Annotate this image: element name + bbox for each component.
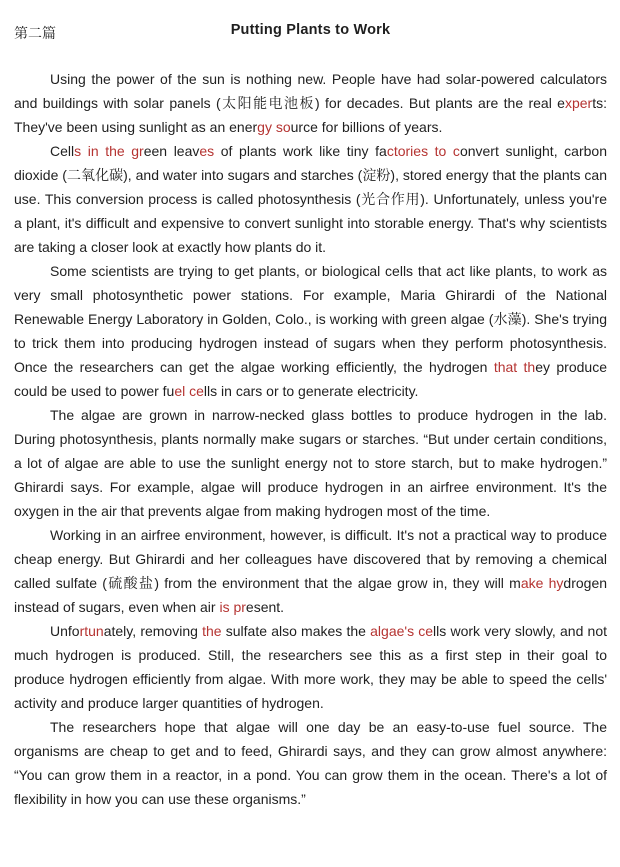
text-segment: Some scientists are trying to get plants, or biological cells that act like plants, to work as very small photosynthetic power stations. For example, Maria Ghirardi of the National Renewable Energy Laboratory in Golden, Colo., is working with green algae (水藻). She's trying to trick them into producing hydrogen instead of sugars when they perform photosynthesis. Once the researchers can get the algae working efficiently, the hydrogen <box>14 263 607 375</box>
text-segment: onvert sunlight, carbon dioxide (二氧化碳), and water into sugars and starches (淀粉), stored energy that the plants can use. This conversion process is called photosynthesis (光合作用). Unfortunately, unless you're a plant, it's difficult and expensive to convert sunlight into storable energy. That's why scientists are taking a closer look at exactly how plants do it. <box>14 143 607 255</box>
text-segment: sulfate also makes the <box>221 623 371 639</box>
text-segment: es <box>199 143 215 159</box>
text-segment: s in the gr <box>74 143 144 159</box>
text-segment: ts: They've been using sunlight as an ener <box>14 95 607 135</box>
text-segment: xper <box>564 95 593 111</box>
text-segment: urce for billions of years. <box>290 119 443 135</box>
text-segment: is pr <box>219 599 246 615</box>
text-segment: lls in cars or to generate electricity. <box>203 383 419 399</box>
paragraph <box>14 715 607 811</box>
text-segment: Using the power of the sun is nothing new. People have had solar-powered calculators and buildings with solar panels (太阳能电池板) for decades. But plants are the real e <box>14 71 607 111</box>
text-segment: Unfo <box>50 623 80 639</box>
text-segment: lls work very slowly, and not much hydrogen is produced. Still, the researchers see this as a first step in their goal to produce hydrogen efficiently from algae. With more work, they may be able to speed the cells' activity and produce larger quantities of hydrogen. <box>14 623 608 711</box>
paragraph <box>14 259 607 403</box>
paragraph <box>14 139 607 259</box>
text-segment: ake hy <box>520 575 564 591</box>
text-segment: Working in an airfree environment, however, is difficult. It's not a practical way to produce cheap energy. But Ghirardi and her colleagues have discovered that by removing a chemical called sulfate (硫酸盐) from the environment that the algae grow in, they will m <box>14 527 607 591</box>
text-segment: drogen instead of sugars, even when air <box>14 575 608 615</box>
text-segment: The researchers hope that algae will one day be an easy-to-use fuel source. The organisms are cheap to get and to feed, Ghirardi says, and they can grow almost anywhere: “You can grow them in a reactor, in a pond. You can grow them in the ocean. There's a lot of flexibility in how you can use these organisms.” <box>14 719 607 807</box>
text-segment: ately, removing <box>103 623 203 639</box>
text-segment: gy so <box>257 119 291 135</box>
text-segment: of plants work like tiny fa <box>214 143 387 159</box>
text-segment: algae's ce <box>370 623 434 639</box>
text-segment: een leav <box>143 143 200 159</box>
paragraph <box>14 619 607 715</box>
article-body <box>14 67 607 811</box>
passage-label: 第二篇 <box>14 25 56 41</box>
text-segment: el ce <box>174 383 204 399</box>
text-segment: that th <box>493 359 536 375</box>
page-header <box>14 22 607 42</box>
text-segment: esent. <box>245 599 285 615</box>
text-segment: ctories to c <box>386 143 460 159</box>
text-segment: Cell <box>50 143 75 159</box>
paragraph <box>14 403 607 523</box>
text-segment: the <box>202 623 222 639</box>
paragraph <box>14 67 607 139</box>
paragraph <box>14 523 607 619</box>
text-segment: ey produce could be used to power fu <box>14 359 607 399</box>
text-segment: The algae are grown in narrow-necked glass bottles to produce hydrogen in the lab. During photosynthesis, plants normally make sugars or starches. “But under certain conditions, a lot of algae are able to use the sunlight energy not to store starch, but to make hydrogen.” Ghirardi says. For example, algae will produce hydrogen in an airfree environment. It's the oxygen in the air that prevents algae from making hydrogen most of the time. <box>14 407 607 519</box>
page-title: Putting Plants to Work <box>230 22 391 38</box>
text-segment: rtun <box>79 623 104 639</box>
